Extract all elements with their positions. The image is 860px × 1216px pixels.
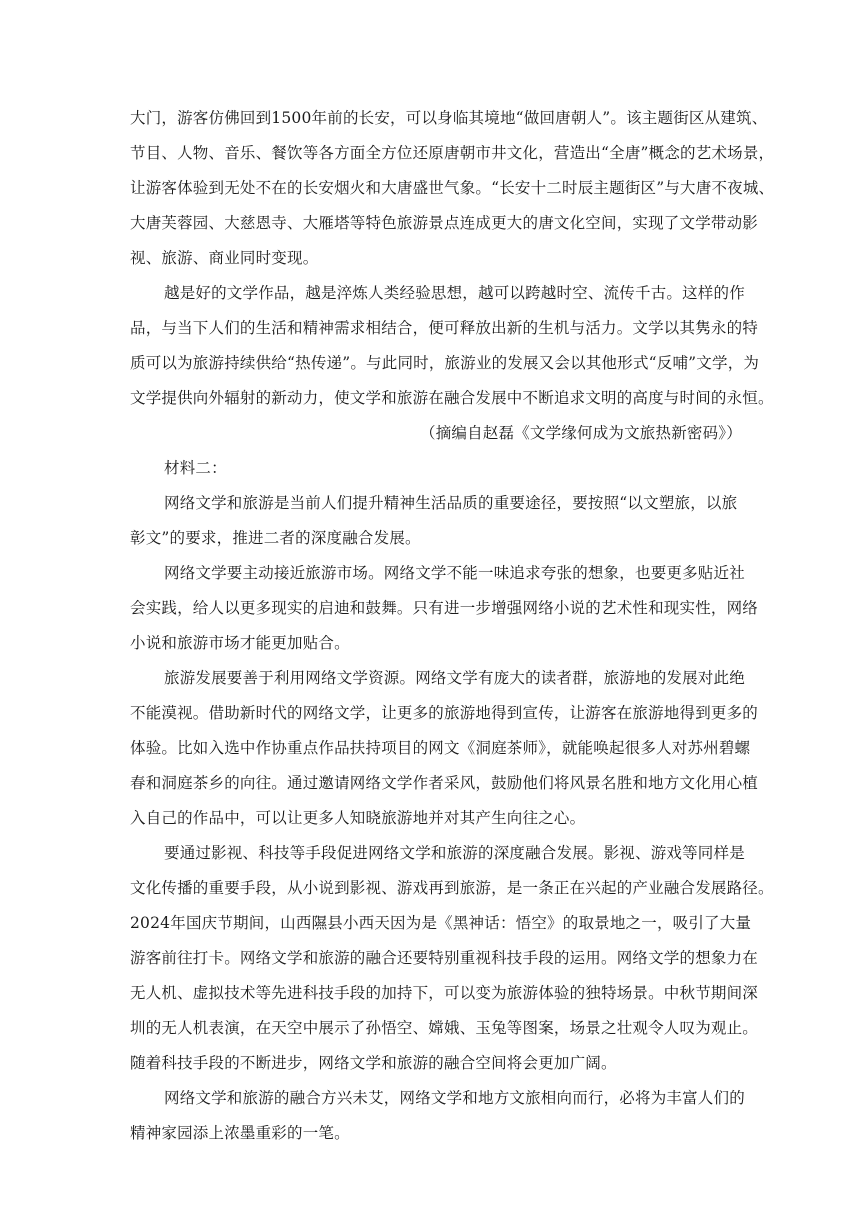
text-line: 网络文学和旅游的融合方兴未艾，网络文学和地方文旅相向而行，必将为丰富人们的 bbox=[164, 1089, 745, 1107]
text-line: 2024年国庆节期间，山西隰县小西天因为是《黑神话：悟空》的取景地之一，吸引了大量 bbox=[130, 914, 752, 932]
text-line: 大唐芙蓉园、大慈恩寺、大雁塔等特色旅游景点连成更大的唐文化空间，实现了文学带动影 bbox=[130, 214, 759, 232]
text-line: 品，与当下人们的生活和精神需求相结合，便可释放出新的生机与活力。文学以其隽永的特 bbox=[130, 319, 759, 337]
text-line: 文化传播的重要手段，从小说到影视、游戏再到旅游，是一条正在兴起的产业融合发展路径。 bbox=[130, 879, 774, 897]
text-line: 体验。比如入选中作协重点作品扶持项目的网文《洞庭茶师》，就能唤起很多人对苏州碧螺 bbox=[130, 739, 751, 757]
text-line: 让游客体验到无处不在的长安烟火和大唐盛世气象。“长安十二时辰主题街区”与大唐不夜城、 bbox=[130, 179, 775, 197]
text-line: 精神家园添上浓墨重彩的一笔。 bbox=[130, 1124, 350, 1142]
section-heading: 材料二： bbox=[164, 459, 227, 477]
text-line: 游客前往打卡。网络文学和旅游的融合还要特别重视科技手段的运用。网络文学的想象力在 bbox=[130, 949, 759, 967]
text-line: 要通过影视、科技等手段促进网络文学和旅游的深度融合发展。影视、游戏等同样是 bbox=[164, 844, 745, 862]
text-line: 圳的无人机表演，在天空中展示了孙悟空、嫦娥、玉兔等图案，场景之壮观令人叹为观止。 bbox=[130, 1019, 759, 1037]
text-line: 网络文学要主动接近旅游市场。网络文学不能一味追求夸张的想象，也要更多贴近社 bbox=[164, 564, 745, 582]
source-citation: （摘编自赵磊《文学缘何成为文旅热新密码》） bbox=[420, 424, 742, 442]
text-line: 不能漠视。借助新时代的网络文学，让更多的旅游地得到宣传，让游客在旅游地得到更多的 bbox=[130, 704, 759, 722]
text-line: 彰文”的要求，推进二者的深度融合发展。 bbox=[130, 529, 421, 547]
text-line: 入自己的作品中，可以让更多人知晓旅游地并对其产生向往之心。 bbox=[130, 809, 586, 827]
text-line: 视、旅游、商业同时变现。 bbox=[130, 249, 319, 267]
text-line: 小说和旅游市场才能更加贴合。 bbox=[130, 634, 350, 652]
text-line: 越是好的文学作品，越是淬炼人类经验思想，越可以跨越时空、流传千古。这样的作 bbox=[164, 284, 745, 302]
text-line: 大门，游客仿佛回到1500年前的长安，可以身临其境地“做回唐朝人”。该主题街区从建筑、 bbox=[130, 109, 768, 127]
text-line: 旅游发展要善于利用网络文学资源。网络文学有庞大的读者群，旅游地的发展对此绝 bbox=[164, 669, 745, 687]
text-line: 文学提供向外辐射的新动力，使文学和旅游在融合发展中不断追求文明的高度与时间的永恒。 bbox=[130, 389, 774, 407]
text-line: 无人机、虚拟技术等先进科技手段的加持下，可以变为旅游体验的独特场景。中秋节期间深 bbox=[130, 984, 759, 1002]
text-line: 节目、人物、音乐、餐饮等各方面全方位还原唐朝市井文化，营造出“全唐”概念的艺术场景， bbox=[130, 144, 775, 162]
text-line: 质可以为旅游持续供给“热传递”。与此同时，旅游业的发展又会以其他形式“反哺”文学，为 bbox=[130, 354, 760, 372]
text-line: 会实践，给人以更多现实的启迪和鼓舞。只有进一步增强网络小说的艺术性和现实性，网络 bbox=[130, 599, 759, 617]
text-line: 网络文学和旅游是当前人们提升精神生活品质的重要途径，要按照“以文塑旅，以旅 bbox=[164, 494, 738, 512]
text-line: 春和洞庭茶乡的向往。通过邀请网络文学作者采风，鼓励他们将风景名胜和地方文化用心植 bbox=[130, 774, 759, 792]
text-line: 随着科技手段的不断进步，网络文学和旅游的融合空间将会更加广阔。 bbox=[130, 1054, 617, 1072]
